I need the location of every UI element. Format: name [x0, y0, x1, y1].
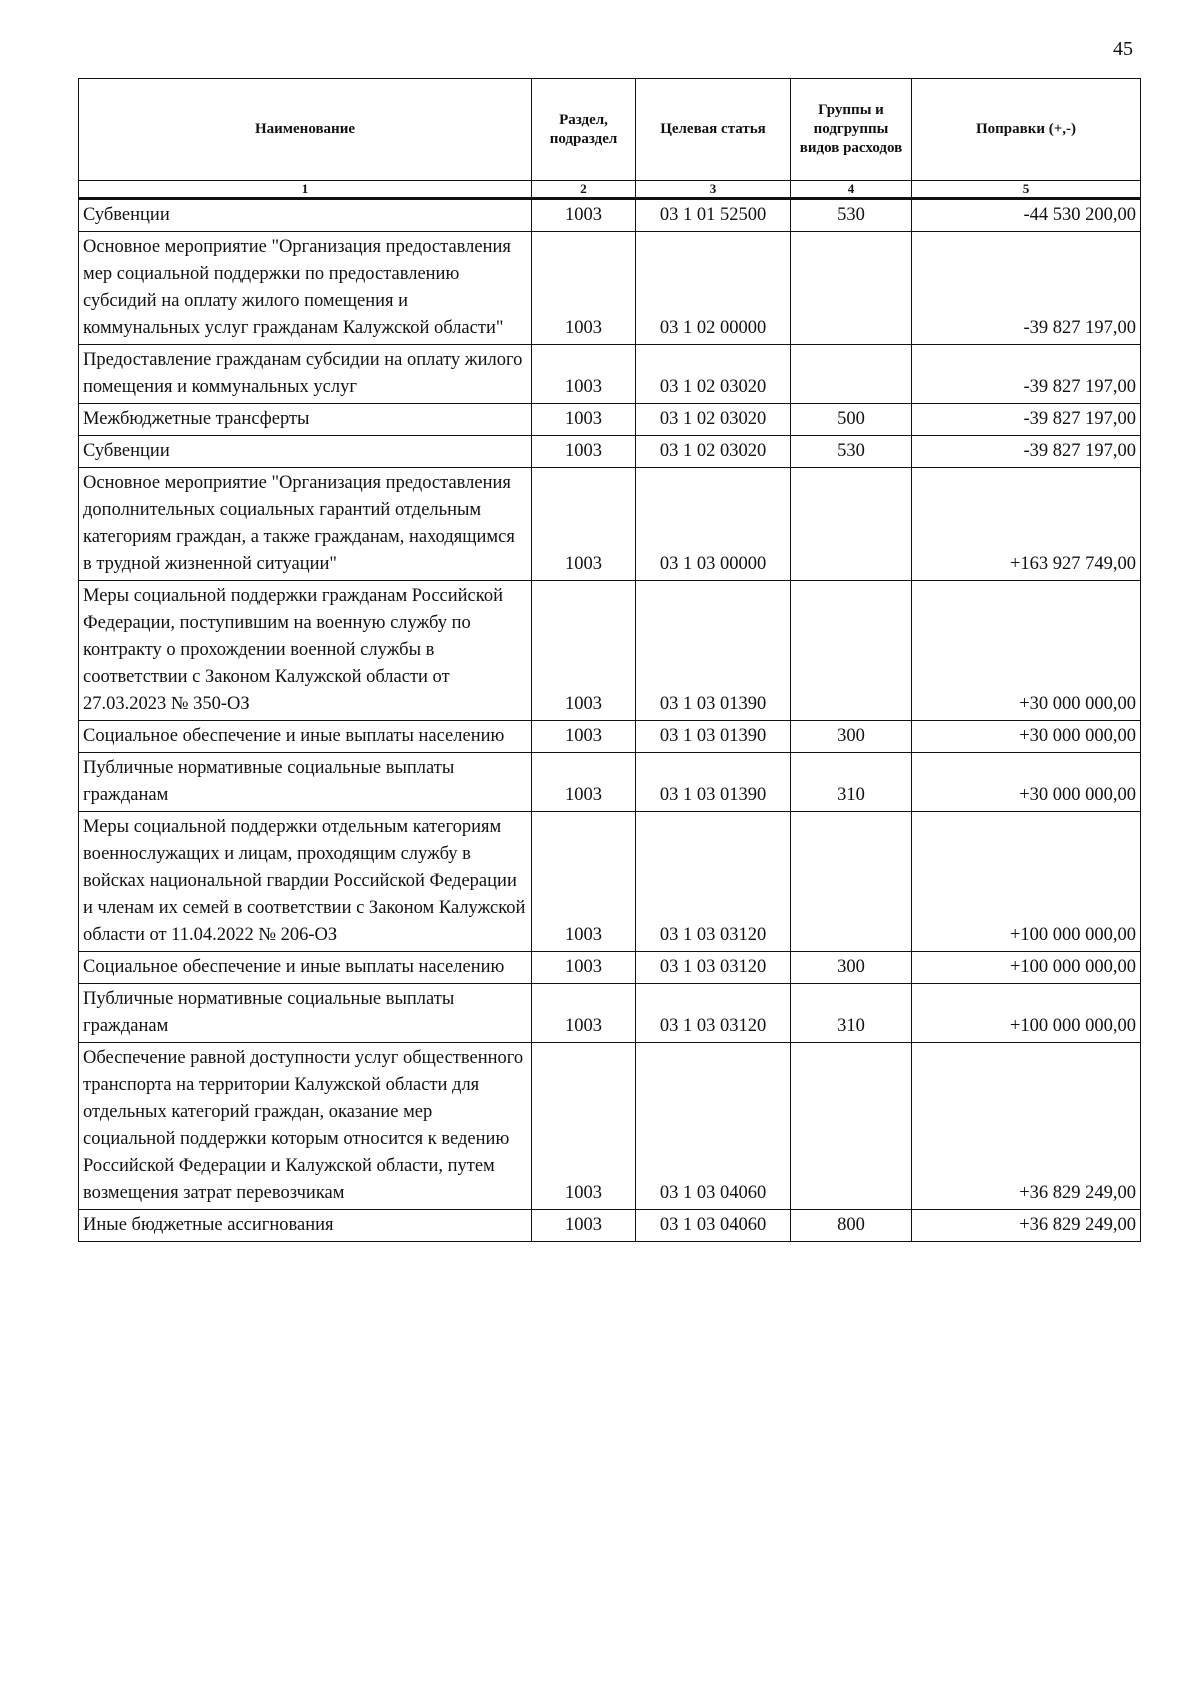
table-header-row: [79, 79, 1141, 181]
row-group: 310: [791, 984, 912, 1043]
row-group: 530: [791, 436, 912, 468]
row-article: 03 1 03 03120: [636, 812, 791, 952]
row-amount: -39 827 197,00: [912, 404, 1141, 436]
table-row: [79, 984, 1141, 1043]
row-name: Социальное обеспечение и иные выплаты населению: [79, 952, 532, 984]
row-amount: -39 827 197,00: [912, 436, 1141, 468]
row-section: 1003: [532, 581, 636, 721]
row-section: 1003: [532, 232, 636, 345]
row-article: 03 1 03 04060: [636, 1210, 791, 1242]
row-section: 1003: [532, 468, 636, 581]
row-group: 800: [791, 1210, 912, 1242]
row-group: [791, 812, 912, 952]
table-row: [79, 753, 1141, 812]
table-row: [79, 721, 1141, 753]
row-article: 03 1 03 01390: [636, 581, 791, 721]
table-row: [79, 199, 1141, 232]
row-amount: +100 000 000,00: [912, 952, 1141, 984]
row-amount: +36 829 249,00: [912, 1043, 1141, 1210]
table-row: [79, 345, 1141, 404]
row-group: 300: [791, 952, 912, 984]
row-amount: +36 829 249,00: [912, 1210, 1141, 1242]
row-article: 03 1 02 00000: [636, 232, 791, 345]
table-row: [79, 581, 1141, 721]
row-amount: -39 827 197,00: [912, 345, 1141, 404]
row-article: 03 1 02 03020: [636, 404, 791, 436]
row-section: 1003: [532, 721, 636, 753]
table-row: [79, 1043, 1141, 1210]
row-group: 530: [791, 199, 912, 232]
header-name: Наименование: [79, 79, 532, 181]
row-section: 1003: [532, 345, 636, 404]
row-name: Социальное обеспечение и иные выплаты населению: [79, 721, 532, 753]
row-name: Публичные нормативные социальные выплаты гражданам: [79, 984, 532, 1043]
table-row: [79, 232, 1141, 345]
row-article: 03 1 03 01390: [636, 753, 791, 812]
row-name: Иные бюджетные ассигнования: [79, 1210, 532, 1242]
row-amount: -44 530 200,00: [912, 199, 1141, 232]
row-article: 03 1 01 52500: [636, 199, 791, 232]
row-name: Меры социальной поддержки отдельным категориям военнослужащих и лицам, проходящим службу в войсках национальной гвардии Российской Федерации и членам их семей в соответствии с Законом Калужской области от 11.04.2022 № 206-ОЗ: [79, 812, 532, 952]
header-article: Целевая статья: [636, 79, 791, 181]
header-section: Раздел, подраздел: [532, 79, 636, 181]
table-row: [79, 436, 1141, 468]
row-name: Публичные нормативные социальные выплаты гражданам: [79, 753, 532, 812]
header-groups: Группы и подгруппы видов расходов: [791, 79, 912, 181]
row-group: [791, 1043, 912, 1210]
row-name: Субвенции: [79, 436, 532, 468]
budget-amendments-table: [78, 78, 1141, 1242]
row-amount: +100 000 000,00: [912, 984, 1141, 1043]
header-amendments: Поправки (+,-): [912, 79, 1141, 181]
row-name: Обеспечение равной доступности услуг общественного транспорта на территории Калужской области для отдельных категорий граждан, оказание мер социальной поддержки которым относится к ведению Российской Федерации и Калужской области, путем возмещения затрат перевозчикам: [79, 1043, 532, 1210]
row-group: [791, 468, 912, 581]
row-amount: +30 000 000,00: [912, 721, 1141, 753]
row-section: 1003: [532, 1043, 636, 1210]
row-group: [791, 232, 912, 345]
row-article: 03 1 03 03120: [636, 984, 791, 1043]
row-article: 03 1 03 03120: [636, 952, 791, 984]
row-name: Субвенции: [79, 199, 532, 232]
row-name: Основное мероприятие "Организация предоставления мер социальной поддержки по предоставлению субсидий на оплату жилого помещения и коммунальных услуг гражданам Калужской области": [79, 232, 532, 345]
row-name: Основное мероприятие "Организация предоставления дополнительных социальных гарантий отдельным категориям граждан, а также гражданам, находящимся в трудной жизненной ситуации": [79, 468, 532, 581]
column-number: 2: [532, 181, 636, 199]
row-section: 1003: [532, 952, 636, 984]
row-article: 03 1 03 01390: [636, 721, 791, 753]
row-section: 1003: [532, 404, 636, 436]
row-amount: +163 927 749,00: [912, 468, 1141, 581]
row-group: 500: [791, 404, 912, 436]
row-section: 1003: [532, 436, 636, 468]
column-number: 1: [79, 181, 532, 199]
column-number: 5: [912, 181, 1141, 199]
column-number-row: [79, 181, 1141, 199]
row-section: 1003: [532, 1210, 636, 1242]
table-row: [79, 812, 1141, 952]
row-amount: -39 827 197,00: [912, 232, 1141, 345]
table-row: [79, 1210, 1141, 1242]
row-group: 300: [791, 721, 912, 753]
row-name: Межбюджетные трансферты: [79, 404, 532, 436]
row-name: Меры социальной поддержки гражданам Российской Федерации, поступившим на военную службу по контракту о прохождении военной службы в соответствии с Законом Калужской области от 27.03.2023 № 350-ОЗ: [79, 581, 532, 721]
table-row: [79, 952, 1141, 984]
row-article: 03 1 02 03020: [636, 345, 791, 404]
row-section: 1003: [532, 812, 636, 952]
row-amount: +30 000 000,00: [912, 753, 1141, 812]
row-amount: +30 000 000,00: [912, 581, 1141, 721]
row-article: 03 1 03 04060: [636, 1043, 791, 1210]
column-number: 3: [636, 181, 791, 199]
table-row: [79, 468, 1141, 581]
row-group: [791, 581, 912, 721]
row-name: Предоставление гражданам субсидии на оплату жилого помещения и коммунальных услуг: [79, 345, 532, 404]
table-row: [79, 404, 1141, 436]
row-group: 310: [791, 753, 912, 812]
row-section: 1003: [532, 984, 636, 1043]
row-amount: +100 000 000,00: [912, 812, 1141, 952]
row-article: 03 1 02 03020: [636, 436, 791, 468]
row-article: 03 1 03 00000: [636, 468, 791, 581]
row-section: 1003: [532, 199, 636, 232]
column-number: 4: [791, 181, 912, 199]
page-number: 45: [1113, 38, 1133, 60]
row-section: 1003: [532, 753, 636, 812]
row-group: [791, 345, 912, 404]
